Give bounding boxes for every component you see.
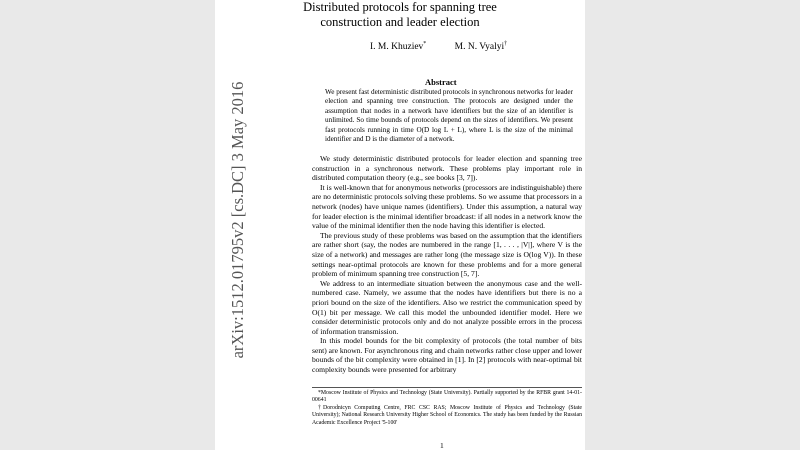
footnotes — [312, 387, 582, 427]
author-2-mark: † — [504, 41, 508, 47]
title-line-1: Distributed protocols for spanning tree — [303, 0, 497, 14]
title-line-2: construction and leader election — [320, 15, 480, 29]
paragraph-4: We address to an intermediate situation between the anonymous case and the well-numbered case. Namely, we assume that the nodes have identifiers but there is no a priori bound on the size of the identifiers. Also we restrict the communication speed by O(1) bit per message. We call this model the unbounded identifier model. Here we consider deterministic protocols only and do not analyze possible errors in the process of information transmission. — [312, 278, 582, 336]
paragraph-5: In this model bounds for the bit complexity of protocols (the total number of bits sent) are known. For asynchronous ring and chain networks rather close upper and lower bounds of the bit complexity were obtained in [1]. In [2] protocols with near-optimal bit complexity bounds were presented for arbitrary — [312, 336, 582, 375]
paper-title — [240, 0, 560, 30]
footnote-1: *Moscow Institute of Physics and Technology (State University). Partially supported by the RFBR grant 14-01-00641 — [312, 390, 582, 404]
authors — [370, 41, 533, 52]
abstract-text: We present fast deterministic distributed protocols in synchronous networks for leader election and spanning tree construction. The protocols are designed under the assumption that nodes in a network have identifiers but the size of an identifier is unlimited. So time bounds of protocols depend on the sizes of identifiers. We present fast protocols running in time O(D log L + L), where L is the size of the minimal identifier and D is the diameter of a network. — [325, 88, 573, 144]
author-1 — [370, 42, 426, 52]
arxiv-stamp-text: arXiv:1512.01795v2 [cs.DC] 3 May 2016 — [228, 81, 247, 359]
arxiv-stamp — [222, 70, 252, 370]
main-text — [312, 154, 582, 375]
paragraph-3: The previous study of these problems was based on the assumption that the identifiers are rather short (say, the nodes are numbered in the range [1, . . . , |V|], where V is the size of a network) and messages are rather long (the message size is O(log V)). In these settings near-optimal protocols are known for these problems and for a more general problem of minimum spanning tree construction [5, 7]. — [312, 230, 582, 279]
author-2-name: M. N. Vyalyi — [454, 42, 505, 53]
paragraph-2: It is well-known that for anonymous networks (processors are indistinguishable) there are no deterministic protocols solving these problems. So we assume that processors in a network (nodes) have unique names (identifiers). Under this assumption, a natural way for leader election is the minimal identifier broadcast: if all nodes in a network know the value of the minimal identifier then the node having this identifier is elected. — [312, 182, 582, 231]
author-1-mark: * — [423, 41, 427, 47]
author-2 — [455, 42, 507, 52]
abstract-heading: Abstract — [425, 77, 457, 87]
footnote-2: †Dorodnicyn Computing Centre, FRC CSC RAS; Moscow Institute of Physics and Technology (State University); National Research University Higher School of Economics. The study has been funded by the Russian Academic Excellence Project '5-100' — [312, 404, 582, 426]
page-number: 1 — [440, 441, 444, 450]
paragraph-1: We study deterministic distributed protocols for leader election and spanning tree construction in a synchronous network. These problems play important role in distributed computation theory (e.g., see books [3, 7]). — [312, 154, 582, 183]
author-1-name: I. M. Khuziev — [370, 42, 424, 53]
